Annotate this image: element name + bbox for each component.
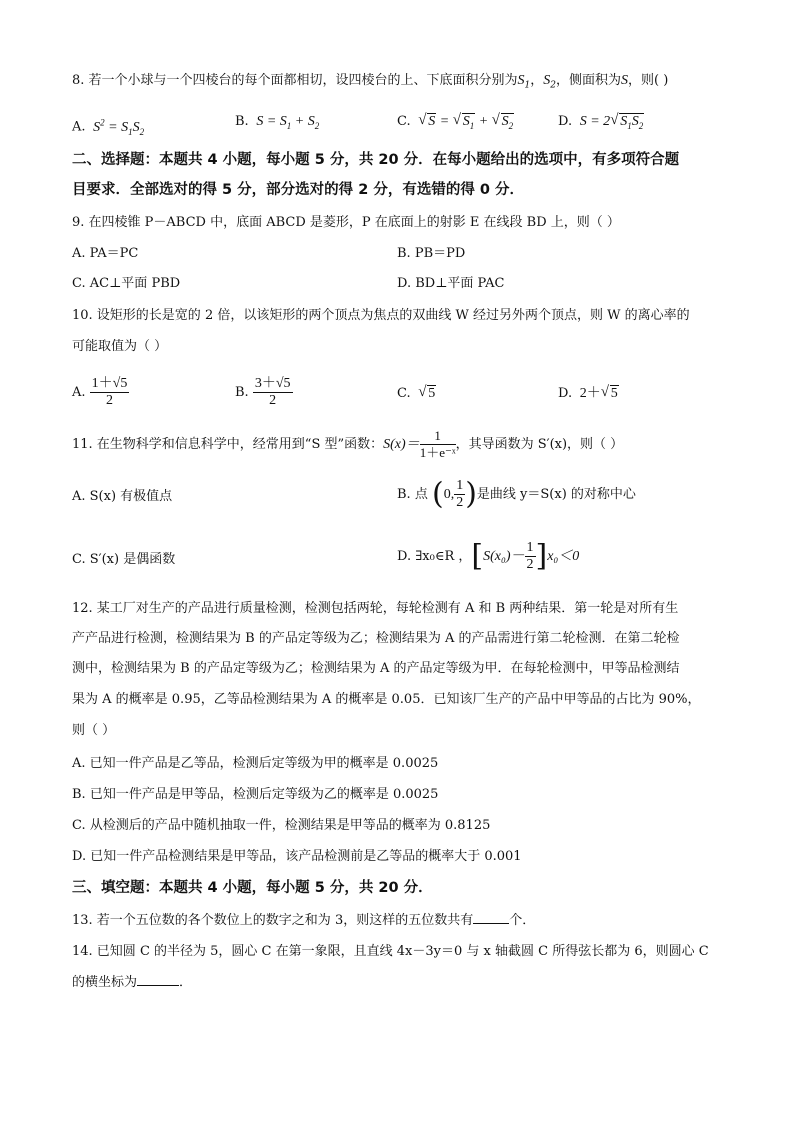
- q13-stem: [72, 911, 535, 930]
- q8-tail: ，侧面积为: [556, 73, 622, 88]
- q8-sep: ，: [530, 73, 544, 88]
- q10-option-a-num: 1＋√5: [91, 376, 128, 391]
- q10-option-b-den: 2: [269, 393, 277, 408]
- q11-func-den: 1＋e⁻ˣ: [419, 445, 456, 460]
- q10-option-a: [72, 376, 129, 409]
- q8-option-b: [235, 113, 319, 135]
- q9-option-b: B. PB＝PD: [397, 246, 466, 261]
- q11-option-c: C. S′(x) 是偶函数: [72, 552, 176, 567]
- q11-func-lhs: S(x)＝: [383, 437, 420, 452]
- q10-option-a-den: 2: [106, 393, 114, 408]
- q11-option-b-x: 0,: [443, 487, 455, 502]
- q11-func-fraction: [420, 428, 456, 461]
- q8-option-d-label: D.: [558, 114, 573, 129]
- q9-option-c: C. AC⊥平面 PBD: [72, 276, 181, 291]
- q10-option-b-fraction: [253, 376, 293, 409]
- q12-option-a: A. 已知一件产品是乙等品，检测后定等级为甲的概率是 0.0025: [72, 756, 439, 771]
- q14-stem-line2-pre: 的横坐标为: [72, 975, 138, 990]
- q8-s1-sub: 1: [524, 80, 531, 91]
- q11-stem: [72, 428, 623, 461]
- q11-func-num: 1: [420, 428, 456, 445]
- q8-option-a-formula: $S^2 = S_1S_2$: [89, 117, 145, 137]
- q10-option-d-radicand: 5: [610, 386, 618, 401]
- q8-option-d-formula: S = 2√ $S_1S_2$: [576, 114, 644, 129]
- q9-option-a: A. PA＝PC: [72, 246, 139, 261]
- q12-stem-line1: 12. 某工厂对生产的产品进行质量检测，检测包括两轮，每轮检测有 A 和 B 两种结果．第一轮是对所有生: [72, 601, 679, 616]
- q10-option-b: [235, 376, 293, 409]
- q9-stem: 9. 在四棱锥 P－ABCD 中，底面 ABCD 是菱形，P 在底面上的射影 E 在线段 BD 上，则（ ）: [72, 215, 620, 230]
- section3-heading: 三、填空题：本题共 4 小题，每小题 5 分，共 20 分．: [72, 880, 433, 896]
- q11-option-d-den: 2: [526, 557, 534, 572]
- section2-heading-line1: 二、选择题：本题共 4 小题，每小题 5 分，共 20 分．在每小题给出的选项中，有多项符合题: [72, 152, 680, 168]
- q12-option-c: C. 从检测后的产品中随机抽取一件，检测结果是甲等品的概率为 0.8125: [72, 818, 491, 833]
- q11-stem-pre: 11. 在生物科学和信息科学中，经常用到“S 型”函数：: [72, 437, 384, 452]
- q12-stem-line5: 则（ ）: [72, 723, 116, 738]
- q8-option-c-label: C.: [397, 114, 411, 129]
- q8-option-c-formula: √ S = √ $S_1$ + √ $S_2$: [415, 114, 514, 129]
- q11-option-b-post: 是曲线 y＝S(x) 的对称中心: [476, 487, 636, 502]
- q10-option-d-label: D.: [558, 386, 573, 401]
- q9-option-d: D. BD⊥平面 PAC: [397, 276, 505, 291]
- q10-option-b-label: B.: [235, 385, 249, 400]
- q11-option-d-post: x₀＜0: [547, 549, 580, 564]
- q8-s2: S: [543, 73, 551, 88]
- q10-option-b-num: 3＋√5: [254, 376, 291, 391]
- q10-option-c-label: C.: [397, 386, 411, 401]
- q14-stem-line2-post: ．: [179, 975, 193, 990]
- q11-option-b: B. 点 (0, $\frac{1}{2}$ )是曲线 y＝S(x) 的对称中心: [397, 476, 636, 512]
- q12-option-b: B. 已知一件产品是甲等品，检测后定等级为乙的概率是 0.0025: [72, 787, 439, 802]
- q14-stem-line1: 14. 已知圆 C 的半径为 5，圆心 C 在第一象限，且直线 4x－3y＝0 与 x 轴截圆 C 所得弦长都为 6，则圆心 C: [72, 944, 709, 959]
- q8-end: ，则( ): [628, 73, 669, 88]
- q10-option-a-fraction: [90, 376, 130, 409]
- q10-stem-line2: 可能取值为（ ）: [72, 339, 168, 354]
- q10-stem-line1: 10. 设矩形的长是宽的 2 倍，以该矩形的两个顶点为焦点的双曲线 W 经过另外两个顶点，则 W 的离心率的: [72, 308, 690, 323]
- q8-stem-text: 8. 若一个小球与一个四棱台的每个面都相切，设四棱台的上、下底面积分别为: [72, 73, 518, 88]
- q13-stem-post: 个．: [509, 913, 536, 928]
- q13-stem-pre: 13. 若一个五位数的各个数位上的数字之和为 3，则这样的五位数共有: [72, 913, 474, 928]
- q8-s2-sub: 2: [550, 80, 557, 91]
- q11-option-d-expr: S(x₀)－: [483, 549, 525, 564]
- q8-stem: [72, 72, 668, 95]
- q8-s1: S: [517, 73, 525, 88]
- section2-heading-line2: 目要求．全部选对的得 5 分，部分选对的得 2 分，有选错的得 0 分．: [72, 182, 525, 198]
- q12-stem-line3: 测中，检测结果为 B 的产品定等级为乙；检测结果为 A 的产品定等级为甲．在每轮检测中，甲等品检测结: [72, 661, 680, 676]
- q12-stem-line4: 果为 A 的概率是 0.95，乙等品检测结果为 A 的概率是 0.05．已知该厂生产的产品中甲等品的占比为 90%，: [72, 692, 701, 707]
- q11-stem-post: ，其导函数为 S′(x)，则（ ）: [455, 437, 624, 452]
- q12-option-d: D. 已知一件产品检测结果是甲等品，该产品检测前是乙等品的概率大于 0.001: [72, 849, 522, 864]
- q14-stem-line2: [72, 973, 192, 992]
- q10-option-c: [397, 385, 436, 403]
- q10-option-a-label: A.: [72, 385, 86, 400]
- q8-option-a: [72, 113, 144, 140]
- q11-option-d: D. ∃x₀∈R ，[S(x₀)－ $\frac{1}{2}$ ]x₀＜0: [397, 538, 580, 574]
- q11-option-b-den: 2: [456, 495, 464, 510]
- q12-stem-line2: 产产品进行检测，检测结果为 B 的产品定等级为乙；检测结果为 A 的产品需进行第二轮检测．在第二轮检: [72, 631, 680, 646]
- q10-option-d-prefix: 2＋: [579, 386, 601, 401]
- q8-option-c: [397, 113, 514, 135]
- q11-option-b-fraction: [454, 478, 465, 511]
- q8-option-b-label: B.: [235, 114, 249, 129]
- q8-s: S: [621, 73, 629, 88]
- q11-option-b-num: 1: [456, 478, 464, 493]
- q8-option-d: [558, 113, 644, 135]
- q8-option-b-formula: $S = S_1 + S_2$: [252, 114, 320, 131]
- q10-option-c-radicand: 5: [428, 386, 436, 401]
- q11-option-d-pre: D. ∃x₀∈R ，: [397, 549, 472, 564]
- q14-answer-blank: [137, 973, 179, 986]
- q8-option-a-label: A.: [72, 119, 86, 135]
- q11-option-d-num: 1: [526, 540, 534, 555]
- q11-option-b-pre: B. 点: [397, 487, 428, 502]
- q10-option-d: [558, 385, 619, 403]
- q11-option-a: A. S(x) 有极值点: [72, 489, 173, 504]
- q13-answer-blank: [473, 911, 509, 924]
- q11-option-d-fraction: [525, 540, 536, 573]
